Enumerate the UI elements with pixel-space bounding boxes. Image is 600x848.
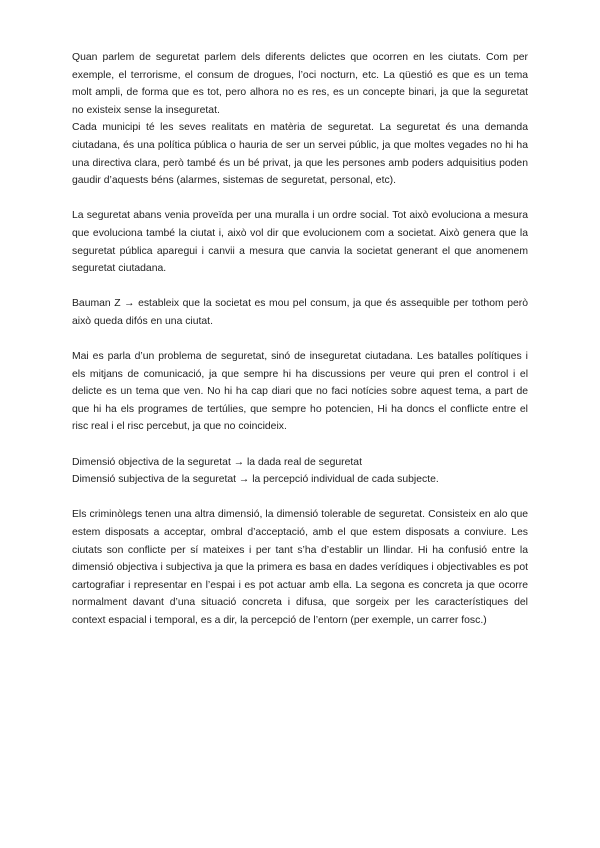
paragraph-municipal-realities: Cada municipi té les seves realitats en matèria de seguretat. La seguretat és una demanda ciutadana, és una política pública o hauria de ser un servei públic, ja que moltes vegades no hi ha una directiva clara, però també és un bé privat, ja que les persones amb poders adquisitius poden gaudir d’aquests béns (alarmes, sistemas de seguretat, personal, etc). xyxy=(72,122,528,187)
paragraph-spacer xyxy=(72,489,528,507)
paragraph-spacer xyxy=(72,331,528,349)
paragraph-citizen-insecurity: Mai es parla d’un problema de seguretat, sinó de inseguretat ciutadana. Les batalles polítiques i els mitjans de comunicació, ja que sempre hi ha discussions per veure qui pren el control i el delicte es un tema que ven. No hi ha cap diari que no faci notícies sobre aquest tema, a part de que hi ha els programes de tertúlies, que sempre ho potencien, Hi ha doncs el conflicte entre el risc real i el risc percebut, ja que no coincideix. xyxy=(72,351,528,433)
paragraph-spacer xyxy=(72,278,528,296)
paragraph-tolerable-dimension: Els criminòlegs tenen una altra dimensió, la dimensió tolerable de seguretat. Consisteix en alo que estem disposats a acceptar, ombral d’acceptació, amb el que estem disposats a conviure. Les ciutats son conflicte per sí mateixes i per tant s’ha d’establir un llindar. Hi ha confusió entre la dimensió objectiva i subjectiva ja que la primera es basa en dades verídiques i objectivables es pot cartografiar i representar en l’espai i es pot actuar amb ella. La segona es concreta ja que ocorre normalment davant d’una situació concreta i difusa, que sorgeix per les característiques del context espacial i temporal, es a dir, la percepció de l’entorn (per exemple, un carrer fosc.) xyxy=(72,509,528,626)
line-objective-dimension: Dimensió objectiva de la seguretat → la dada real de seguretat xyxy=(72,456,362,468)
paragraph-spacer xyxy=(72,190,528,208)
paragraph-historical-evolution: La seguretat abans venia proveïda per una muralla i un ordre social. Tot això evoluciona a mesura que evoluciona també la ciutat i, això vol dir que evolucionem com a societat. Això genera que la seguretat pública aparegui i canvii a mesura que canvia la societat generant el que anomenem seguretat ciutadana. xyxy=(72,210,528,275)
line-subjective-dimension: Dimensió subjectiva de la seguretat → la percepció individual de cada subjecte. xyxy=(72,474,439,486)
paragraph-definition: Quan parlem de seguretat parlem dels diferents delictes que ocorren en les ciutats. Com per exemple, el terrorisme, el consum de drogues, l’oci nocturn, etc. La qüestió es que es un tema molt ampli, de forma que es tot, pero alhora no es res, es un concepte binari, ja que la seguretat no existeix sense la inseguretat. xyxy=(72,52,528,116)
document-body xyxy=(72,49,528,630)
paragraph-spacer xyxy=(72,436,528,454)
paragraph-bauman: Bauman Z → estableix que la societat es mou pel consum, ja que és assequible per tothom però això queda difós en una ciutat. xyxy=(72,298,528,327)
